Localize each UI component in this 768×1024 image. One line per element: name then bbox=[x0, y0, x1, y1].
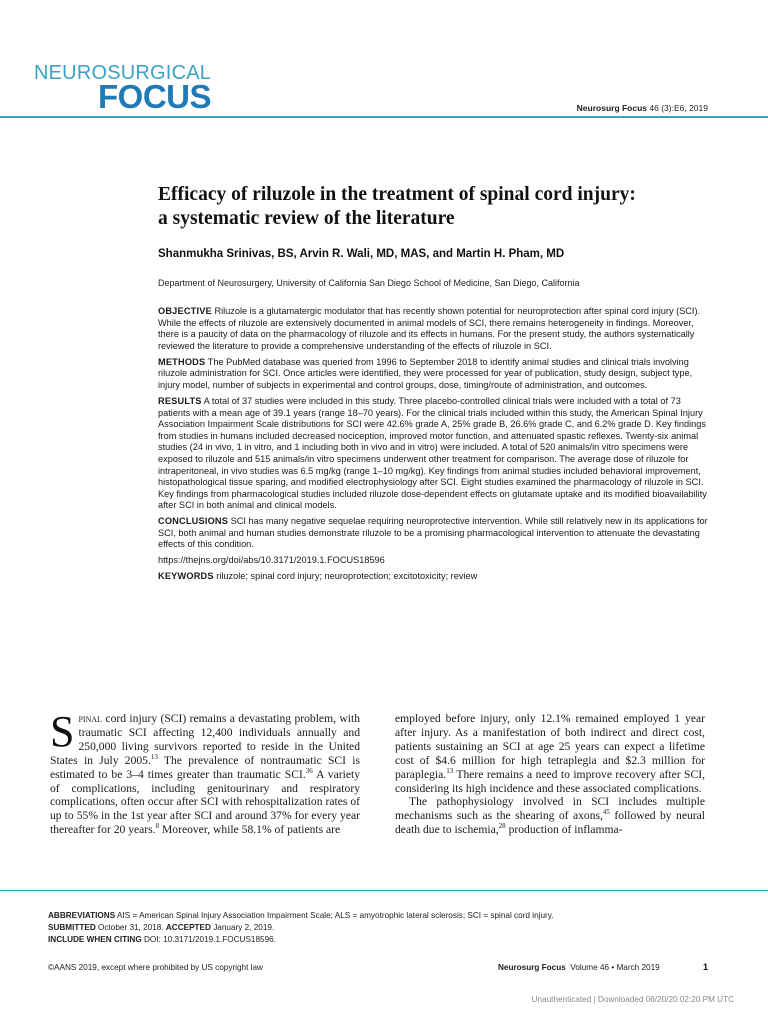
body-text: A variety of complications, including genitourinary and respiratory complications, often occur after SCI with rehospitalization rates of up to 55% in the 1st year after SCI and around 37% for every year thereafter for 20 years. bbox=[50, 767, 360, 837]
body-text: cord injury (SCI) remains a devastating problem, with traumatic SCI affecting 12,400 individuals annually and 250,000 living survivors reported to reside in the United States in July 2005. bbox=[50, 712, 360, 767]
body-text: The pathophysiology involved in SCI includes multiple mechanisms such as the shearing of axons, bbox=[395, 795, 705, 823]
citation-doi bbox=[48, 934, 553, 946]
abbreviations-text: AIS = American Spinal Injury Association Impairment Scale; ALS = amyotrophic lateral sclerosis; SCI = spinal cord injury. bbox=[117, 911, 554, 920]
reference-marker[interactable]: 13 bbox=[446, 766, 454, 775]
citation-volume: 46 (3):E6, 2019 bbox=[647, 103, 708, 113]
journal-citation bbox=[577, 103, 708, 113]
copyright-notice: ©AANS 2019, except where prohibited by US copyright law bbox=[48, 963, 263, 972]
abstract-conclusions bbox=[158, 516, 710, 551]
body-text: Moreover, while 58.1% of patients are bbox=[159, 823, 341, 837]
header-rule bbox=[0, 116, 768, 118]
abstract bbox=[158, 306, 710, 587]
methods-text: The PubMed database was queried from 1996 to September 2018 to identify animal studies and clinical trials involving riluzole administration for SCI. Once articles were identified, they were processed for year of publication, study design, subject type, injury model, number of subjects in experimental and control groups, dose, timing/route of administration, and outcomes. bbox=[158, 356, 693, 390]
page-number: 1 bbox=[703, 962, 709, 972]
submitted-label: SUBMITTED bbox=[48, 923, 96, 932]
keywords-label: KEYWORDS bbox=[158, 571, 214, 582]
cite-doi: DOI: 10.3171/2019.1.FOCUS18596. bbox=[143, 935, 276, 944]
body-paragraph bbox=[50, 707, 360, 837]
body-column-left bbox=[50, 707, 360, 837]
abstract-keywords bbox=[158, 571, 710, 583]
results-text: A total of 37 studies were included in this study. Three placebo-controlled clinical trials were included with a total of 73 patients with a mean age of 39.1 years (range 18–70 years). For the clinical trials included within this study, the American Spinal Injury Association Impairment Scale distributions for SCI were 42.6% grade A, 25% grade B, 26.6% grade C, and 6.2% grade D. Key findings from studies in humans included decreased nociception, improved motor function, and attenuated spastic reflexes. Twenty-six animal studies (24 in vivo, 1 in vitro, and 1 including both in vivo and in vitro) were included. A total of 520 animals/in vitro specimens were exposed to riluzole and 515 animals/in vitro specimens underwent other treatment for comparison. The average dose of riluzole for intraperitoneal, in vivo studies was 6.5 mg/kg (range 1–10 mg/kg). Key findings from animal studies included behavioral improvement, histopathological tissue sparing, and modified electrophysiology after SCI. Eight studies examined the pharmacology of riluzole in SCI. Key findings from pharmacological studies included riluzole dose-dependent effects on glutamate uptake and its modified bioavailability after SCI in both animal and clinical models. bbox=[158, 395, 707, 511]
body-text: There remains a need to improve recovery after SCI, considering its high incidence and these associated complications. bbox=[395, 767, 705, 795]
body-column-right bbox=[395, 712, 705, 837]
submission-dates bbox=[48, 922, 553, 934]
journal-logo-bottom: FOCUS bbox=[98, 78, 211, 115]
author-list: Shanmukha Srinivas, BS, Arvin R. Wali, MD, MAS, and Martin H. Pham, MD bbox=[158, 248, 565, 260]
citation-journal: Neurosurg Focus bbox=[576, 103, 648, 113]
download-watermark: Unauthenticated | Downloaded 06/20/20 02:20 PM UTC bbox=[531, 995, 734, 1004]
accepted-label: ACCEPTED bbox=[165, 923, 211, 932]
conclusions-text: SCI has many negative sequelae requiring neuroprotective intervention. While still relatively new in its applications for SCI, both animal and human studies demonstrate riluzole to be a promising pharmacological intervention to attenuate the devastating effects of this condition. bbox=[158, 516, 708, 550]
article-title bbox=[158, 183, 718, 231]
reference-marker[interactable]: 28 bbox=[498, 822, 506, 831]
journal-logo-top: NEUROSURGICAL bbox=[34, 62, 212, 84]
drop-cap: S bbox=[50, 707, 75, 756]
affiliation: Department of Neurosurgery, University of California San Diego School of Medicine, San Diego, California bbox=[158, 278, 580, 288]
objective-text: Riluzole is a glutamatergic modulator that has recently shown potential for neuroprotection after spinal cord injury (SCI). While the effects of riluzole are extensively documented in animal models of SCI, there remains heterogeneity in findings. Moreover, there is a paucity of data on the pharmacology of riluzole and its effects in humans. For the present study, the authors systematically reviewed the literature to provide a comprehensive understanding of the effects of riluzole in SCI. bbox=[158, 306, 701, 351]
footer-journal-issue: Volume 46 • March 2019 bbox=[570, 963, 660, 972]
title-line-1: Efficacy of riluzole in the treatment of spinal cord injury: bbox=[158, 184, 636, 205]
abbreviations-label: ABBREVIATIONS bbox=[48, 911, 116, 920]
abstract-methods bbox=[158, 357, 710, 392]
abstract-objective bbox=[158, 306, 710, 352]
submitted-date: October 31, 2018. bbox=[98, 923, 164, 932]
doi-link[interactable]: https://thejns.org/doi/abs/10.3171/2019.1.FOCUS18596 bbox=[158, 555, 385, 566]
body-text: The prevalence of nontraumatic SCI is estimated to be 3–4 times greater than traumatic SCI. bbox=[50, 753, 360, 781]
body-text: production of inflamma- bbox=[505, 823, 623, 837]
title-line-2: a systematic review of the literature bbox=[158, 208, 455, 229]
body-paragraph bbox=[395, 712, 705, 795]
results-label: RESULTS bbox=[158, 395, 202, 406]
reference-marker[interactable]: 45 bbox=[602, 808, 610, 817]
cite-label: INCLUDE WHEN CITING bbox=[48, 935, 142, 944]
conclusions-label: CONCLUSIONS bbox=[158, 516, 229, 527]
journal-footer bbox=[498, 963, 660, 972]
abstract-results bbox=[158, 396, 710, 512]
body-text: employed before injury, only 12.1% remained employed 1 year after injury. As a manifestation of both indirect and direct cost, patients sustaining an SCI at age 25 years can expect a lifetime cost of $4.6 million for high tetraplegia and $2.3 million for paraplegia. bbox=[395, 712, 705, 781]
methods-label: METHODS bbox=[158, 356, 206, 367]
reference-marker[interactable]: 8 bbox=[155, 822, 160, 831]
reference-marker[interactable]: 36 bbox=[305, 766, 313, 775]
article-metadata bbox=[48, 910, 553, 946]
keywords-text: riluzole; spinal cord injury; neuroprotection; excitotoxicity; review bbox=[216, 571, 478, 582]
objective-label: OBJECTIVE bbox=[158, 306, 212, 316]
body-paragraph bbox=[395, 795, 705, 837]
reference-marker[interactable]: 13 bbox=[150, 752, 158, 761]
small-caps-lead: pinal bbox=[78, 712, 103, 725]
footer-journal-name: Neurosurg Focus bbox=[498, 963, 566, 972]
accepted-date: January 2, 2019. bbox=[213, 923, 275, 932]
footer-rule bbox=[0, 890, 768, 891]
body-text: followed by neural death due to ischemia, bbox=[395, 809, 705, 837]
abbreviations bbox=[48, 910, 553, 922]
